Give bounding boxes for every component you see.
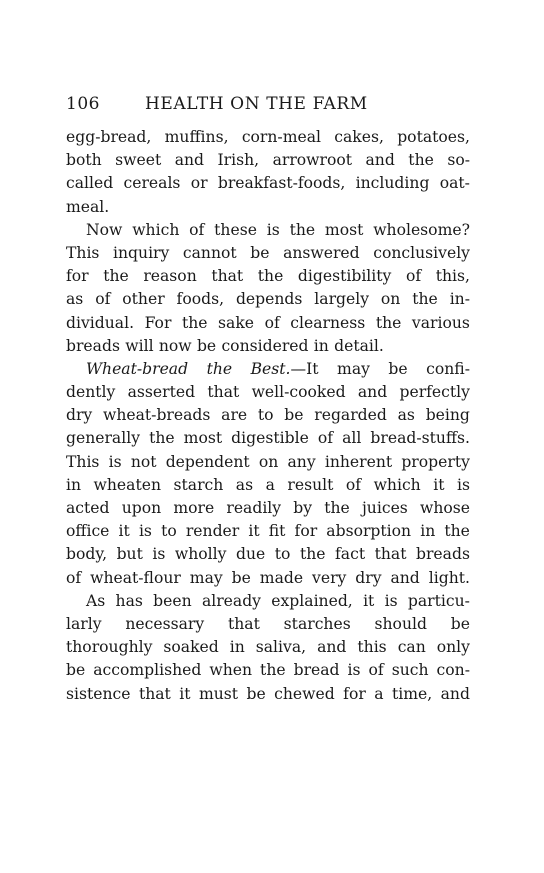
word: various (411, 313, 470, 332)
running-title: HEALTH ON THE FARM (145, 94, 368, 114)
word: the (324, 499, 350, 517)
word: inquiry (113, 243, 170, 262)
word: particu- (407, 591, 470, 610)
paragraph (66, 219, 470, 358)
word: it (248, 522, 260, 541)
word: wheat-flour (90, 568, 181, 587)
word: meal. (66, 197, 110, 216)
word: dependent (165, 452, 250, 471)
word: in (229, 638, 245, 657)
word: and (365, 151, 395, 170)
word: sistence (66, 684, 131, 703)
word: detail. (334, 336, 384, 355)
word: of (368, 661, 384, 680)
word: only (436, 638, 470, 657)
word: for (66, 267, 89, 286)
word: but (116, 545, 143, 564)
word: in (420, 522, 436, 541)
word: in (66, 475, 82, 494)
word: is (384, 591, 398, 610)
word: upon (121, 499, 162, 517)
word: of (345, 475, 362, 494)
word: regarded (314, 406, 387, 425)
word: clearness (290, 313, 366, 332)
text-line (66, 520, 470, 543)
word: that (374, 545, 407, 564)
word: digestibility (297, 267, 392, 286)
word: to (161, 522, 177, 541)
word: be (196, 336, 217, 355)
word: very (312, 568, 347, 587)
word: is (138, 522, 152, 541)
word: cannot (182, 243, 237, 262)
word: or (190, 174, 208, 193)
word: to (257, 406, 274, 425)
word: should (374, 614, 427, 633)
word: be (246, 684, 266, 703)
word: render (185, 522, 240, 541)
text-line (66, 567, 470, 590)
word: cakes, (334, 128, 384, 146)
word: of (317, 429, 334, 448)
word: time, (391, 684, 433, 703)
word: larly (66, 614, 102, 633)
text-line (66, 474, 470, 497)
word: of (405, 267, 422, 286)
word: for (294, 522, 318, 541)
word: it (118, 522, 130, 541)
word: being (425, 406, 470, 425)
word: been (153, 591, 192, 610)
word: most (324, 220, 364, 239)
word: corn-meal (241, 128, 321, 146)
word: and (317, 638, 347, 657)
word: are (221, 406, 248, 425)
text-line (66, 613, 470, 636)
word: more (173, 499, 215, 517)
word: digestible (231, 429, 309, 448)
word: dry (66, 406, 93, 425)
word: is (456, 475, 470, 494)
word: necessary (125, 614, 205, 633)
word: including (355, 174, 430, 193)
word: —It (290, 359, 319, 378)
word: is (266, 220, 280, 239)
word: largely (314, 290, 370, 309)
word: asserted (127, 383, 196, 402)
word: and (174, 151, 205, 170)
word: considered (221, 336, 309, 355)
paragraph (66, 358, 470, 590)
page-number: 106 (66, 94, 100, 114)
word: called (66, 174, 114, 193)
word: depends (235, 290, 303, 309)
word: be (450, 614, 470, 633)
word: the (375, 313, 402, 332)
text-line (66, 288, 470, 311)
running-head (66, 94, 476, 116)
word: the (412, 290, 438, 309)
word: bread (293, 661, 340, 680)
word: this, (435, 267, 470, 286)
word: wholesome? (373, 220, 470, 239)
word: soaked (163, 638, 219, 657)
word: Best. (250, 359, 291, 378)
word: confi- (426, 359, 470, 378)
word: is (108, 452, 122, 471)
word: juices (361, 499, 408, 517)
word: be (231, 568, 251, 587)
word: these (214, 220, 257, 239)
word: starches (283, 614, 351, 633)
word: As (86, 591, 106, 610)
word: the (289, 220, 316, 239)
word: starch (173, 475, 224, 494)
word: of (95, 290, 111, 309)
word: due (236, 545, 266, 564)
text-line (66, 404, 470, 427)
word: dry (355, 568, 382, 587)
word: a (374, 684, 384, 703)
text-line (66, 451, 470, 474)
word: sake (218, 313, 255, 332)
word: may (189, 568, 223, 587)
word: reason (143, 267, 197, 286)
word: Irish, (217, 151, 260, 170)
word: a (265, 475, 275, 494)
text-line (66, 497, 470, 520)
word: bread-stuffs. (370, 429, 470, 448)
word: already (201, 591, 261, 610)
word: perfectly (399, 383, 470, 402)
word: so- (447, 151, 470, 170)
text-line (66, 219, 470, 242)
word: saliva, (255, 638, 307, 657)
word: of (264, 313, 280, 332)
word: is (152, 545, 166, 564)
word: body, (66, 545, 108, 564)
text-line (66, 265, 470, 288)
word: be (250, 243, 270, 262)
word: the (103, 267, 129, 286)
word: oat- (439, 174, 470, 193)
word: the (149, 429, 175, 448)
word: that (138, 684, 171, 703)
word: light. (428, 568, 470, 587)
word: explained, (271, 591, 353, 610)
word: as (235, 475, 254, 494)
word: it (433, 475, 445, 494)
word: con- (436, 661, 470, 680)
word: Now (86, 220, 123, 239)
word: cereals (123, 174, 181, 193)
word: on (380, 290, 401, 309)
word-group (251, 358, 319, 381)
word: the (206, 359, 233, 378)
word: wheaten (93, 475, 161, 494)
word: which (373, 475, 421, 494)
word: muffins, (164, 128, 229, 146)
word: most (183, 429, 223, 448)
word: both (66, 151, 102, 170)
word: of (189, 220, 205, 239)
word: the (260, 661, 286, 680)
word: it (363, 591, 375, 610)
word: now (158, 336, 192, 355)
text-line (66, 312, 470, 335)
word: has (115, 591, 143, 610)
word: fit (268, 522, 286, 541)
word: For (144, 313, 172, 332)
word: property (401, 452, 470, 471)
word: must (198, 684, 239, 703)
word: be (388, 359, 408, 378)
word: wholly (174, 545, 227, 564)
word: in (313, 336, 329, 355)
word: breads (66, 336, 120, 355)
word: and (357, 383, 388, 402)
text-line (66, 683, 470, 706)
word: by (293, 499, 313, 517)
word: accomplished (93, 661, 202, 680)
text-line (66, 659, 470, 682)
word: This (66, 243, 100, 262)
word: chewed (274, 684, 335, 703)
word: may (337, 359, 370, 378)
word: office (66, 522, 110, 541)
word: on (258, 452, 279, 471)
text-line (66, 172, 470, 195)
word: to (274, 545, 291, 564)
text-line (66, 427, 470, 450)
body-text (66, 126, 470, 706)
word: breads (416, 545, 470, 564)
word: and (390, 568, 420, 587)
text-line (66, 126, 470, 149)
word: wheat-breads (103, 406, 211, 425)
word: as (397, 406, 415, 425)
word: in- (449, 290, 470, 309)
word: dently (66, 383, 116, 402)
word: all (342, 429, 362, 448)
word: generally (66, 429, 141, 448)
text-line (66, 242, 470, 265)
word: well-cooked (251, 383, 346, 402)
word: the (257, 267, 284, 286)
word: This (66, 452, 100, 471)
word: absorption (326, 522, 412, 541)
word: foods, (176, 290, 225, 309)
word: whose (419, 499, 470, 517)
word: be (66, 661, 86, 680)
word: made (259, 568, 304, 587)
word: result (287, 475, 334, 494)
word: egg-bread, (66, 128, 152, 146)
word: be (284, 406, 304, 425)
word: the (299, 545, 326, 564)
text-line (66, 590, 470, 613)
word: other (122, 290, 165, 309)
text-line (66, 149, 470, 172)
word: is (347, 661, 361, 680)
word: breakfast-foods, (217, 174, 346, 193)
word: readily (226, 499, 282, 517)
word: sweet (115, 151, 162, 170)
word: will (125, 336, 154, 355)
word: thoroughly (66, 638, 153, 657)
text-line (66, 543, 470, 566)
word: that (211, 267, 244, 286)
word: that (227, 614, 260, 633)
word: not (130, 452, 157, 471)
text-line (66, 636, 470, 659)
word: can (397, 638, 426, 657)
word: Wheat-bread (86, 359, 189, 378)
word: the (444, 522, 470, 541)
word: which (132, 220, 180, 239)
text-line (66, 358, 470, 381)
text-line (66, 335, 470, 358)
word: acted (66, 499, 110, 517)
word: this (357, 638, 387, 657)
word: for (343, 684, 366, 703)
word: answered (283, 243, 360, 262)
word: of (66, 568, 82, 587)
word: the (408, 151, 434, 170)
paragraph (66, 590, 470, 706)
word: dividual. (66, 313, 135, 332)
paragraph (66, 126, 470, 219)
word: inherent (324, 452, 393, 471)
word: it (179, 684, 191, 703)
word: potatoes, (397, 128, 470, 146)
word: any (287, 452, 316, 471)
word: conclusively (373, 243, 470, 262)
text-line (66, 196, 470, 219)
text-line (66, 381, 470, 404)
word: that (207, 383, 240, 402)
word: the (181, 313, 208, 332)
word: fact (335, 545, 366, 564)
word: arrowroot (272, 151, 353, 170)
word: and (440, 684, 470, 703)
word: when (209, 661, 253, 680)
word: such (391, 661, 429, 680)
word: as (66, 290, 84, 309)
